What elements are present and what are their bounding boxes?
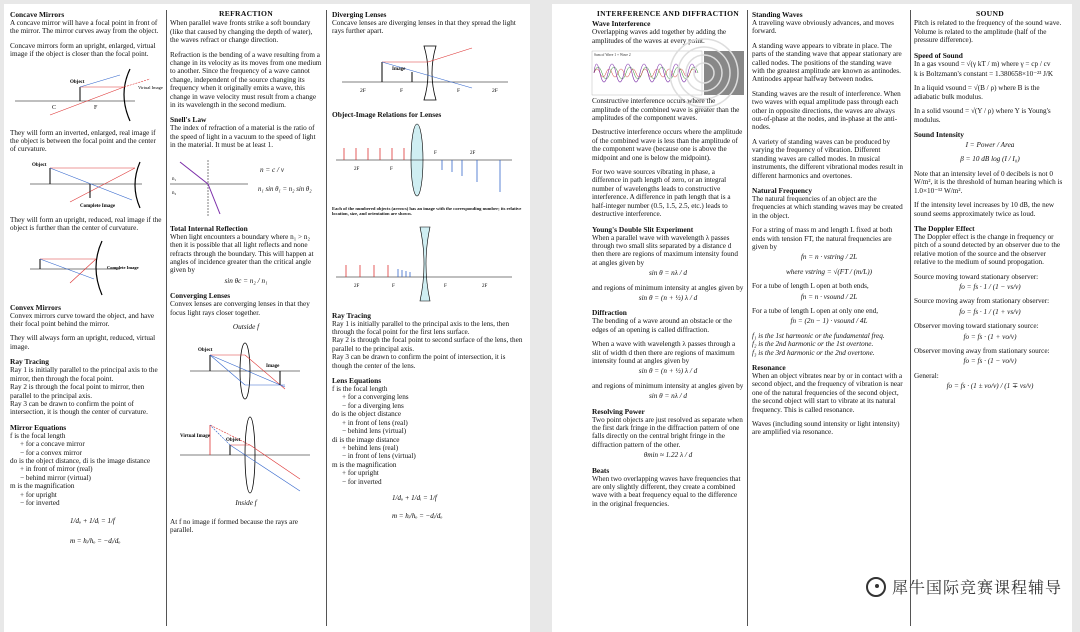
graph-title: Sum of Wave 1 + Wave 2 — [594, 53, 631, 58]
paragraph: A variety of standing waves can be produced by varying the frequency of vibration. Different standing waves are called modes. In musical instruments, the different vibrational modes result in different harmonics and overtones. — [752, 137, 903, 180]
mirror-equation-figure — [10, 513, 160, 557]
section-title: Natural Frequency — [752, 185, 813, 195]
label-c: C — [52, 104, 57, 111]
column-divider — [747, 10, 748, 626]
eq-line: − behind mirror (virtual) — [20, 473, 91, 482]
svg-text:2F: 2F — [482, 283, 488, 289]
paragraph: For two wave sources vibrating in phase, a difference in path length of zero, or an integral number of wavelengths leads to constructive interference. A difference in path length that is a half-integer number (0.5, 1.5, 2.5, etc.) leads to destructive interference. — [592, 168, 731, 219]
young-eq-2: sin θ = (n + ½) λ / d — [638, 293, 698, 302]
eq-line: − for inverted — [342, 477, 382, 486]
paragraph: They will form an inverted, enlarged, real image if the object is between the focal point and the center of curvature. — [10, 128, 156, 154]
boltzmann-constant: k is Boltzmann's constant = 1.380658×10⁻²³ J/K — [914, 70, 1054, 79]
wave-interference-figure — [592, 51, 744, 95]
eq-line: m is the magnification — [332, 460, 397, 469]
paragraph: Convex mirrors curve toward the object, and have their focal point behind the mirror. — [10, 311, 155, 329]
ray-line: Ray 2 is through the focal point to mirror, then parallel to the principal axis. — [10, 383, 145, 400]
gas-equation: In a gas vsound = √(γ kT / m) where γ = cp / cv — [914, 59, 1051, 68]
paragraph: A standing wave appears to vibrate in place. The parts of the standing wave that appear stationary are called nodes. The positions of the standing wave with the greatest amplitude are known as antinodes. Antinodes appear halfway between nodes. — [752, 41, 902, 84]
label-object: Object — [226, 438, 241, 444]
liquid-equation: In a liquid vsound = √(B / ρ) where B is the adiabatic bulk modulus. — [914, 84, 1040, 101]
label-virtual-image: Virtual Image — [180, 434, 210, 440]
column-divider — [166, 10, 167, 626]
label-object: Object — [198, 348, 213, 354]
section-heading: REFRACTION — [218, 9, 274, 18]
section-title: Lens Equations — [332, 376, 382, 386]
section-title: Resolving Power — [592, 406, 645, 416]
paragraph: When two overlapping waves have frequencies that are only slightly different, they create a combined wave with a beat frequency equal to the difference in the original frequencies. — [592, 474, 741, 508]
paragraph: The bending of a wave around an obstacle or the edges of an opening is called diffraction. — [592, 317, 732, 334]
snell-eq-2: n₁ sin θ₁ = n₂ sin θ₂ — [258, 185, 312, 193]
label-object: Object — [70, 79, 85, 85]
concave-mirror-reduced-diagram — [10, 239, 160, 297]
label-object: Object — [32, 162, 47, 168]
eq-line: − for a convex mirror — [20, 448, 82, 457]
label-f: F — [400, 87, 404, 94]
section-title: Ray Tracing — [332, 310, 371, 320]
paragraph: For a tube of length L open at only one end, — [752, 306, 879, 315]
doppler-case: Observer moving toward stationary source: — [914, 322, 1039, 331]
doppler-eq: fo = fs · (1 + vo/v) — [963, 332, 1017, 341]
tube-both-eq: fn = n · vsound / 2L — [800, 292, 858, 301]
svg-text:1/dₒ + 1/dᵢ = 1/f: 1/dₒ + 1/dᵢ = 1/f — [70, 517, 115, 526]
svg-text:F: F — [434, 150, 437, 156]
snell-eq-1: n = c / v — [260, 165, 285, 174]
section-title: Diverging Lenses — [332, 10, 387, 19]
svg-text:m = hᵢ/hₒ = −dᵢ/dₒ: m = hᵢ/hₒ = −dᵢ/dₒ — [392, 511, 443, 520]
doppler-eq: fo = fs · (1 − vo/v) — [963, 357, 1017, 366]
watermark-text: 犀牛国际竞赛课程辅导 — [891, 578, 1062, 597]
column-divider — [910, 10, 911, 626]
label-complete-image: Complete Image — [107, 264, 139, 270]
column-refraction — [170, 10, 322, 632]
intensity-eq-2: β = 10 dB log (I / I₀) — [960, 155, 1020, 164]
svg-text:m = hᵢ/hₒ = −dᵢ/dₒ: m = hᵢ/hₒ = −dᵢ/dₒ — [70, 537, 121, 546]
doppler-eq: fo = fs · 1 / (1 − vs/v) — [959, 282, 1021, 291]
solid-equation: In a solid vsound = √(Y / ρ) where Y is Young's modulus. — [914, 107, 1051, 124]
svg-text:F: F — [444, 283, 447, 289]
label-virtual-image: Virtual Image — [138, 84, 163, 90]
svg-text:F: F — [390, 166, 393, 172]
page-left — [4, 4, 530, 632]
eq-line: − behind lens (virtual) — [342, 427, 407, 436]
section-title: Mirror Equations — [10, 422, 67, 432]
ray-line: Ray 1 is initially parallel to the principal axis to the lens, then through the focal point for the first lens surface. — [332, 319, 510, 337]
column-divider — [326, 10, 327, 626]
paragraph: The natural frequencies of an object are the frequencies at which standing waves may be created in the object. — [752, 194, 903, 220]
harmonic-line: f₃ is the 3rd harmonic or the 2nd overtone. — [752, 348, 875, 357]
doppler-case: General: — [914, 371, 939, 380]
eq-line: + in front of mirror (real) — [20, 465, 93, 474]
paragraph: Refraction is the bending of a wave resulting from a change in its velocity as its moves from one medium to another. Since the frequency of a wave cannot change, independent of the source changing its frequency when it originally emits a wave, this change in wave velocity must result from a change in its wavelength in the second medium. — [170, 50, 322, 110]
svg-text:n₂: n₂ — [172, 190, 177, 196]
label-f: F — [457, 87, 461, 94]
diff-eq-2: sin θ = nλ / d — [648, 392, 688, 401]
paragraph: Convex lenses are converging lenses in that they focus light rays closer together. — [170, 300, 310, 317]
paragraph: Waves (including sound intensity or light intensity) are amplified via resonance. — [752, 420, 900, 437]
paragraph: They will always form an upright, reduced, virtual image. — [10, 334, 156, 351]
section-title: The Doppler Effect — [914, 223, 975, 233]
outside-f-label: Outside f — [232, 322, 260, 331]
refraction-diagram — [170, 156, 250, 220]
paragraph: Two point objects are just resolved as separate when the first dark fringe in the diffraction pattern of one falls directly on the central bright fringe in the diffraction pattern of the other. — [592, 415, 743, 449]
paragraph: When a parallel wave with wavelength λ passes through two small slits separated by a distance d then there are regions of maximum intensity found at angles given by — [592, 233, 738, 267]
concave-mirror-virtual-diagram — [10, 65, 163, 123]
doppler-case: Source moving away from stationary observer: — [914, 297, 1050, 306]
paragraph: A concave mirror will have a focal point in front of the mirror. The mirror curves away from the object. — [10, 19, 159, 36]
paragraph: Concave lenses are diverging lenses in that they spread the light rays further apart. — [332, 19, 516, 36]
section-title: Object-Image Relations for Lenses — [332, 109, 442, 119]
snell-figure — [170, 156, 322, 220]
ray-line: Ray 2 is through the focal point to second surface of the lens, then parallel to the principal axis. — [332, 336, 523, 353]
eq-line: + for a converging lens — [342, 393, 409, 402]
paragraph: When parallel wave fronts strike a soft boundary (like that caused by changing the depth of water), the waves refract or change direction. — [170, 19, 313, 45]
label-image: Image — [266, 364, 280, 370]
rp-eq: θmin ≈ 1.22 λ / d — [643, 451, 693, 460]
eq-line: do is the object distance, di is the image distance — [10, 456, 151, 465]
section-title: Speed of Sound — [914, 50, 963, 60]
string-eq-1: fn = n · vstring / 2L — [800, 253, 858, 262]
paragraph: When a wave with wavelength λ passes through a slit of width d then there are regions of maximum intensity found at angles given by — [592, 340, 736, 365]
paragraph: Constructive interference occurs where the amplitude of the combined wave is greater than the amplitudes of the component waves. — [592, 97, 740, 123]
eq-line: di is the image distance — [332, 435, 400, 444]
paragraph: and regions of minimum intensity at angles given by — [592, 381, 744, 390]
eq-line: do is the object distance — [332, 410, 402, 419]
doppler-case: Observer moving away from stationary source: — [914, 346, 1050, 355]
string-eq-2: where vstring = √(FT / (m/L)) — [785, 267, 873, 276]
section-title: Standing Waves — [752, 10, 803, 19]
inside-f-label: Inside f — [235, 499, 257, 508]
diverging-lens-diagram — [332, 42, 518, 104]
section-title: Concave Mirrors — [10, 10, 65, 19]
paragraph: The Doppler effect is the change in frequency or pitch of a sound detected by an observer due to the relative motion of the source and the observer relative to the medium of sound propogation. — [914, 232, 1061, 267]
section-heading: SOUND — [975, 9, 1005, 18]
svg-text:2F: 2F — [354, 283, 360, 289]
svg-text:2F: 2F — [354, 166, 360, 172]
section-title: Sound Intensity — [914, 130, 964, 140]
section-heading: INTERFERENCE AND DIFFRACTION — [596, 9, 740, 18]
section-title: Converging Lenses — [170, 291, 231, 301]
eq-line: − in front of lens (virtual) — [342, 452, 416, 461]
column-standing-waves — [752, 10, 906, 632]
paragraph: Overlapping waves add together by adding the amplitudes of the waves at every point. — [592, 28, 727, 45]
section-title: Total Internal Reflection — [170, 223, 248, 233]
column-lenses — [332, 10, 524, 632]
harmonic-line: f₁ is the 1st harmonic or the fundamental freq. — [752, 331, 885, 340]
paragraph: Standing waves are the result of interference. When two waves with equal amplitude pass through each other in opposite directions, the waves are always out-of-phase at the nodes, and in-phase at the anti-nodes. — [752, 89, 901, 132]
eq-line: − for a diverging lens — [342, 401, 404, 410]
intensity-eq-1: I = Power / Area — [965, 141, 1015, 150]
paragraph: If the intensity level increases by 10 dB, the new sound seems approximately twice as loud. — [914, 201, 1055, 218]
ray-line: Ray 1 is initially parallel to the principal axis to the mirror, then through the focal point. — [10, 366, 158, 383]
section-title: Diffraction — [592, 308, 627, 318]
svg-text:F: F — [392, 283, 395, 289]
doppler-eq: fo = fs · 1 / (1 + vs/v) — [959, 307, 1021, 316]
section-title: Snell's Law — [170, 115, 207, 125]
doppler-eq: fo = fs · (1 ± vo/v) / (1 ∓ vs/v) — [946, 382, 1034, 391]
column-sound — [914, 10, 1066, 632]
svg-text:2F: 2F — [470, 150, 476, 156]
diff-eq-1: sin θ = (n + ½) λ / d — [638, 367, 698, 376]
eq-line: + for upright — [20, 490, 57, 499]
eq-line: + for a concave mirror — [20, 440, 85, 449]
eq-line: m is the magnification — [10, 482, 75, 491]
paragraph: The index of refraction of a material is the ratio of the speed of light in a vacuum to the speed of light in the material. It must be at least 1. — [170, 124, 316, 150]
lens-equation-figure — [332, 490, 518, 530]
label-image: Image — [392, 66, 406, 72]
paragraph: Note that an intensity level of 0 decibels is not 0 W/m², it is the threshold of human hearing which is 1.0×10⁻¹² W/m². — [914, 169, 1063, 195]
doppler-case: Source moving toward stationary observer: — [914, 272, 1039, 281]
eq-line: + for upright — [342, 469, 379, 478]
paragraph: For a string of mass m and length L fixed at both ends with tension FT, the natural frequencies are given by — [752, 226, 893, 251]
label-complete-image: Complete Image — [80, 203, 116, 209]
tube-one-eq: fn = (2n − 1) · vsound / 4L — [790, 317, 868, 326]
column-interference — [592, 10, 744, 632]
eq-line: f is the focal length — [332, 385, 388, 394]
eq-line: f is the focal length — [10, 431, 66, 440]
paragraph: They will form an upright, reduced, real image if the object is further than the center of curvature. — [10, 215, 162, 233]
label-f: F — [94, 104, 98, 111]
label-2f: 2F — [492, 87, 498, 94]
paragraph: At f no image if formed because the rays are parallel. — [170, 517, 298, 535]
wechat-icon — [866, 577, 886, 597]
section-title: Wave Interference — [592, 19, 651, 29]
section-title: Young's Double Slit Experiment — [592, 224, 694, 234]
paragraph: A traveling wave obviously advances, and moves forward. — [752, 19, 894, 36]
eq-line: − for inverted — [20, 498, 60, 507]
ray-line: Ray 3 can be drawn to confirm the point of intersection, it is though the center of the lens. — [332, 353, 506, 370]
page-right — [552, 4, 1072, 632]
ray-line: Ray 3 can be drawn to confirm the point of intersection, it is though the center of curvature. — [10, 399, 148, 417]
object-image-lens-diagram — [332, 122, 518, 200]
section-title: Ray Tracing — [10, 357, 49, 367]
paragraph: For a tube of length L open at both ends, — [752, 282, 869, 291]
converging-lens-outside-diagram — [170, 337, 320, 403]
diverging-object-image-diagram — [332, 223, 518, 305]
paragraph: When an object vibrates near by or in contact with a second object, and the frequency of vibration is near one of the natural frequencies of the second object, the second object will start to vibrate at its natural frequency. This is called resonance. — [752, 372, 903, 414]
paragraph: Pitch is related to the frequency of the sound wave. Volume is related to the amplitude (half of the pressure difference). — [914, 19, 1062, 45]
section-title: Beats — [592, 465, 610, 475]
eq-line: + behind lens (real) — [342, 443, 399, 452]
label-2f: 2F — [360, 87, 366, 94]
column-mirrors — [10, 10, 162, 632]
section-title: Convex Mirrors — [10, 302, 61, 312]
converging-lens-inside-diagram — [170, 407, 320, 497]
svg-text:1/dₒ + 1/dᵢ = 1/f: 1/dₒ + 1/dᵢ = 1/f — [392, 493, 437, 502]
paragraph: When light encounters a boundary where n₁ > n₂ then it is possible that all light reflects and none refracts through the boundary. This will happen at angles of incidence greater than the critical angle given by — [170, 232, 314, 275]
tir-equation: sin θc = n₂ / n₁ — [224, 276, 268, 285]
concave-mirror-real-diagram — [10, 160, 160, 210]
harmonic-line: f₂ is the 2nd harmonic or the 1st overtone. — [752, 340, 874, 349]
svg-text:n₁: n₁ — [172, 176, 177, 182]
paragraph: Concave mirrors form an upright, enlarged, virtual image if the object is closer than the focal point. — [10, 41, 156, 59]
watermark — [866, 575, 1062, 598]
section-title: Resonance — [752, 363, 786, 372]
young-eq-1: sin θ = nλ / d — [648, 269, 688, 278]
figure-caption: Each of the numbered objects (arrows) has an image with the corresponding number; its relative location, size, and orientation are shown. — [332, 205, 522, 217]
paragraph: and regions of minimum intensity at angles given by — [592, 283, 744, 292]
eq-line: + in front of lens (real) — [342, 418, 408, 427]
paragraph: Destructive interference occurs where the amplitude of the combined wave is less than the amplitude of the component wave (because one is above the midpoint and one is below the midpoint). — [592, 128, 743, 162]
